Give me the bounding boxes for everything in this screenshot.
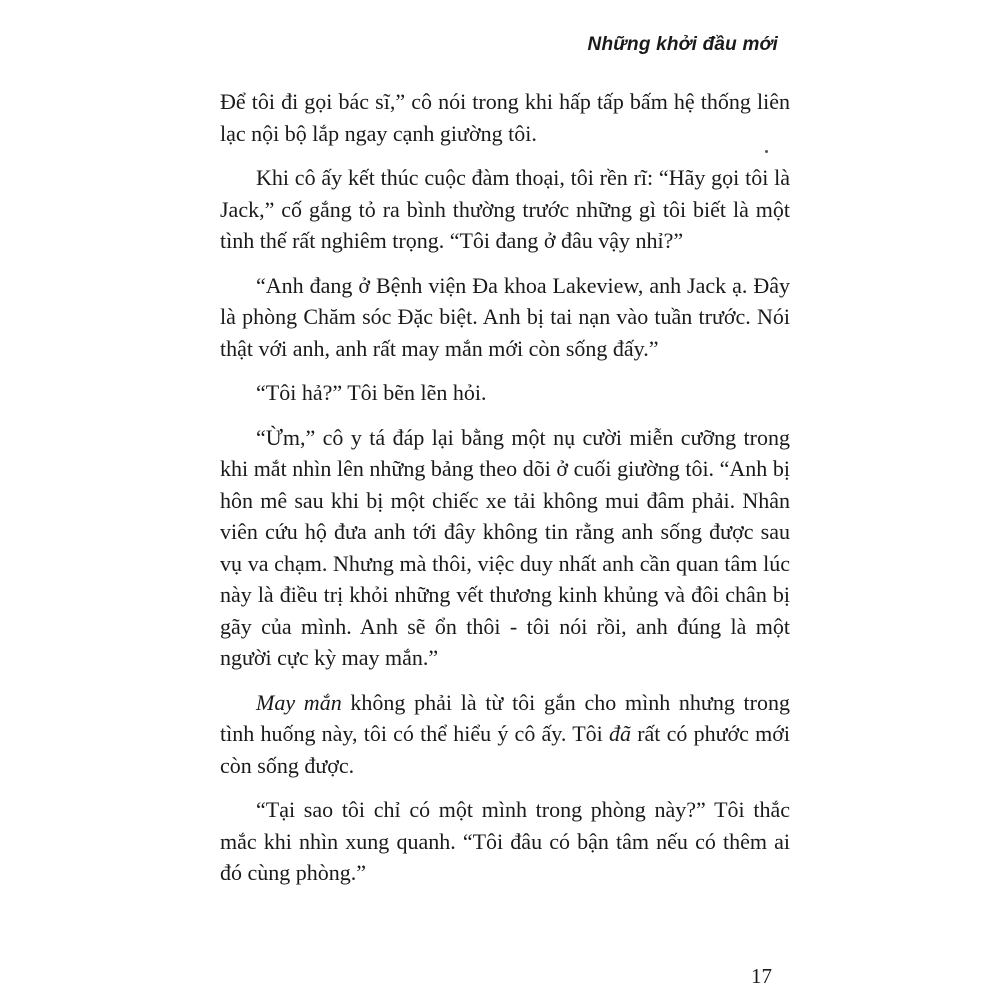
running-head: Những khởi đầu mới bbox=[587, 34, 778, 55]
paragraph: “Ừm,” cô y tá đáp lại bằng một nụ cười miễn cưỡng trong khi mắt nhìn lên những bảng theo dõi ở cuối giường tôi. “Anh bị hôn mê sau khi bị một chiếc xe tải không mui đâm phải. Nhân viên cứu hộ đưa anh tới đây không tin rằng anh sống được sau vụ va chạm. Nhưng mà thôi, việc duy nhất anh cần quan tâm lúc này là điều trị khỏi những vết thương kinh khủng và đôi chân bị gãy của mình. Anh sẽ ổn thôi - tôi nói rồi, anh đúng là một người cực kỳ may mắn.” bbox=[220, 424, 790, 670]
emphasis-may-man: May mắn bbox=[256, 689, 342, 715]
paragraph: Khi cô ấy kết thúc cuộc đàm thoại, tôi rền rĩ: “Hãy gọi tôi là Jack,” cố gắng tỏ ra bình thường trước những gì tôi biết là một tình thế rất nghiêm trọng. “Tôi đang ở đâu vậy nhỉ?” bbox=[220, 165, 790, 253]
paragraph: “Tại sao tôi chỉ có một mình trong phòng này?” Tôi thắc mắc khi nhìn xung quanh. “Tôi đâu có bận tâm nếu có thêm ai đó cùng phòng.” bbox=[220, 797, 790, 885]
paragraph-lucky bbox=[220, 687, 790, 782]
text-run: không phải là từ tôi gắn cho mình nhưng trong tình huống này, tôi có thể hiểu ý cô ấy. Tôi bbox=[220, 689, 790, 746]
page-number: 17 bbox=[751, 964, 772, 988]
body-text bbox=[220, 86, 790, 902]
paragraph: Để tôi đi gọi bác sĩ,” cô nói trong khi hấp tấp bấm hệ thống liên lạc nội bộ lắp ngay cạnh giường tôi. bbox=[220, 89, 790, 146]
emphasis-da: đã bbox=[608, 721, 631, 746]
paragraph: “Anh đang ở Bệnh viện Đa khoa Lakeview, anh Jack ạ. Đây là phòng Chăm sóc Đặc biệt. Anh bị tai nạn vào tuần trước. Nói thật với anh, anh rất may mắn mới còn sống đấy.” bbox=[220, 272, 790, 361]
text-run: rất có phước mới còn sống được. bbox=[220, 721, 790, 778]
paragraph: “Tôi hả?” Tôi bẽn lẽn hỏi. bbox=[256, 380, 487, 405]
